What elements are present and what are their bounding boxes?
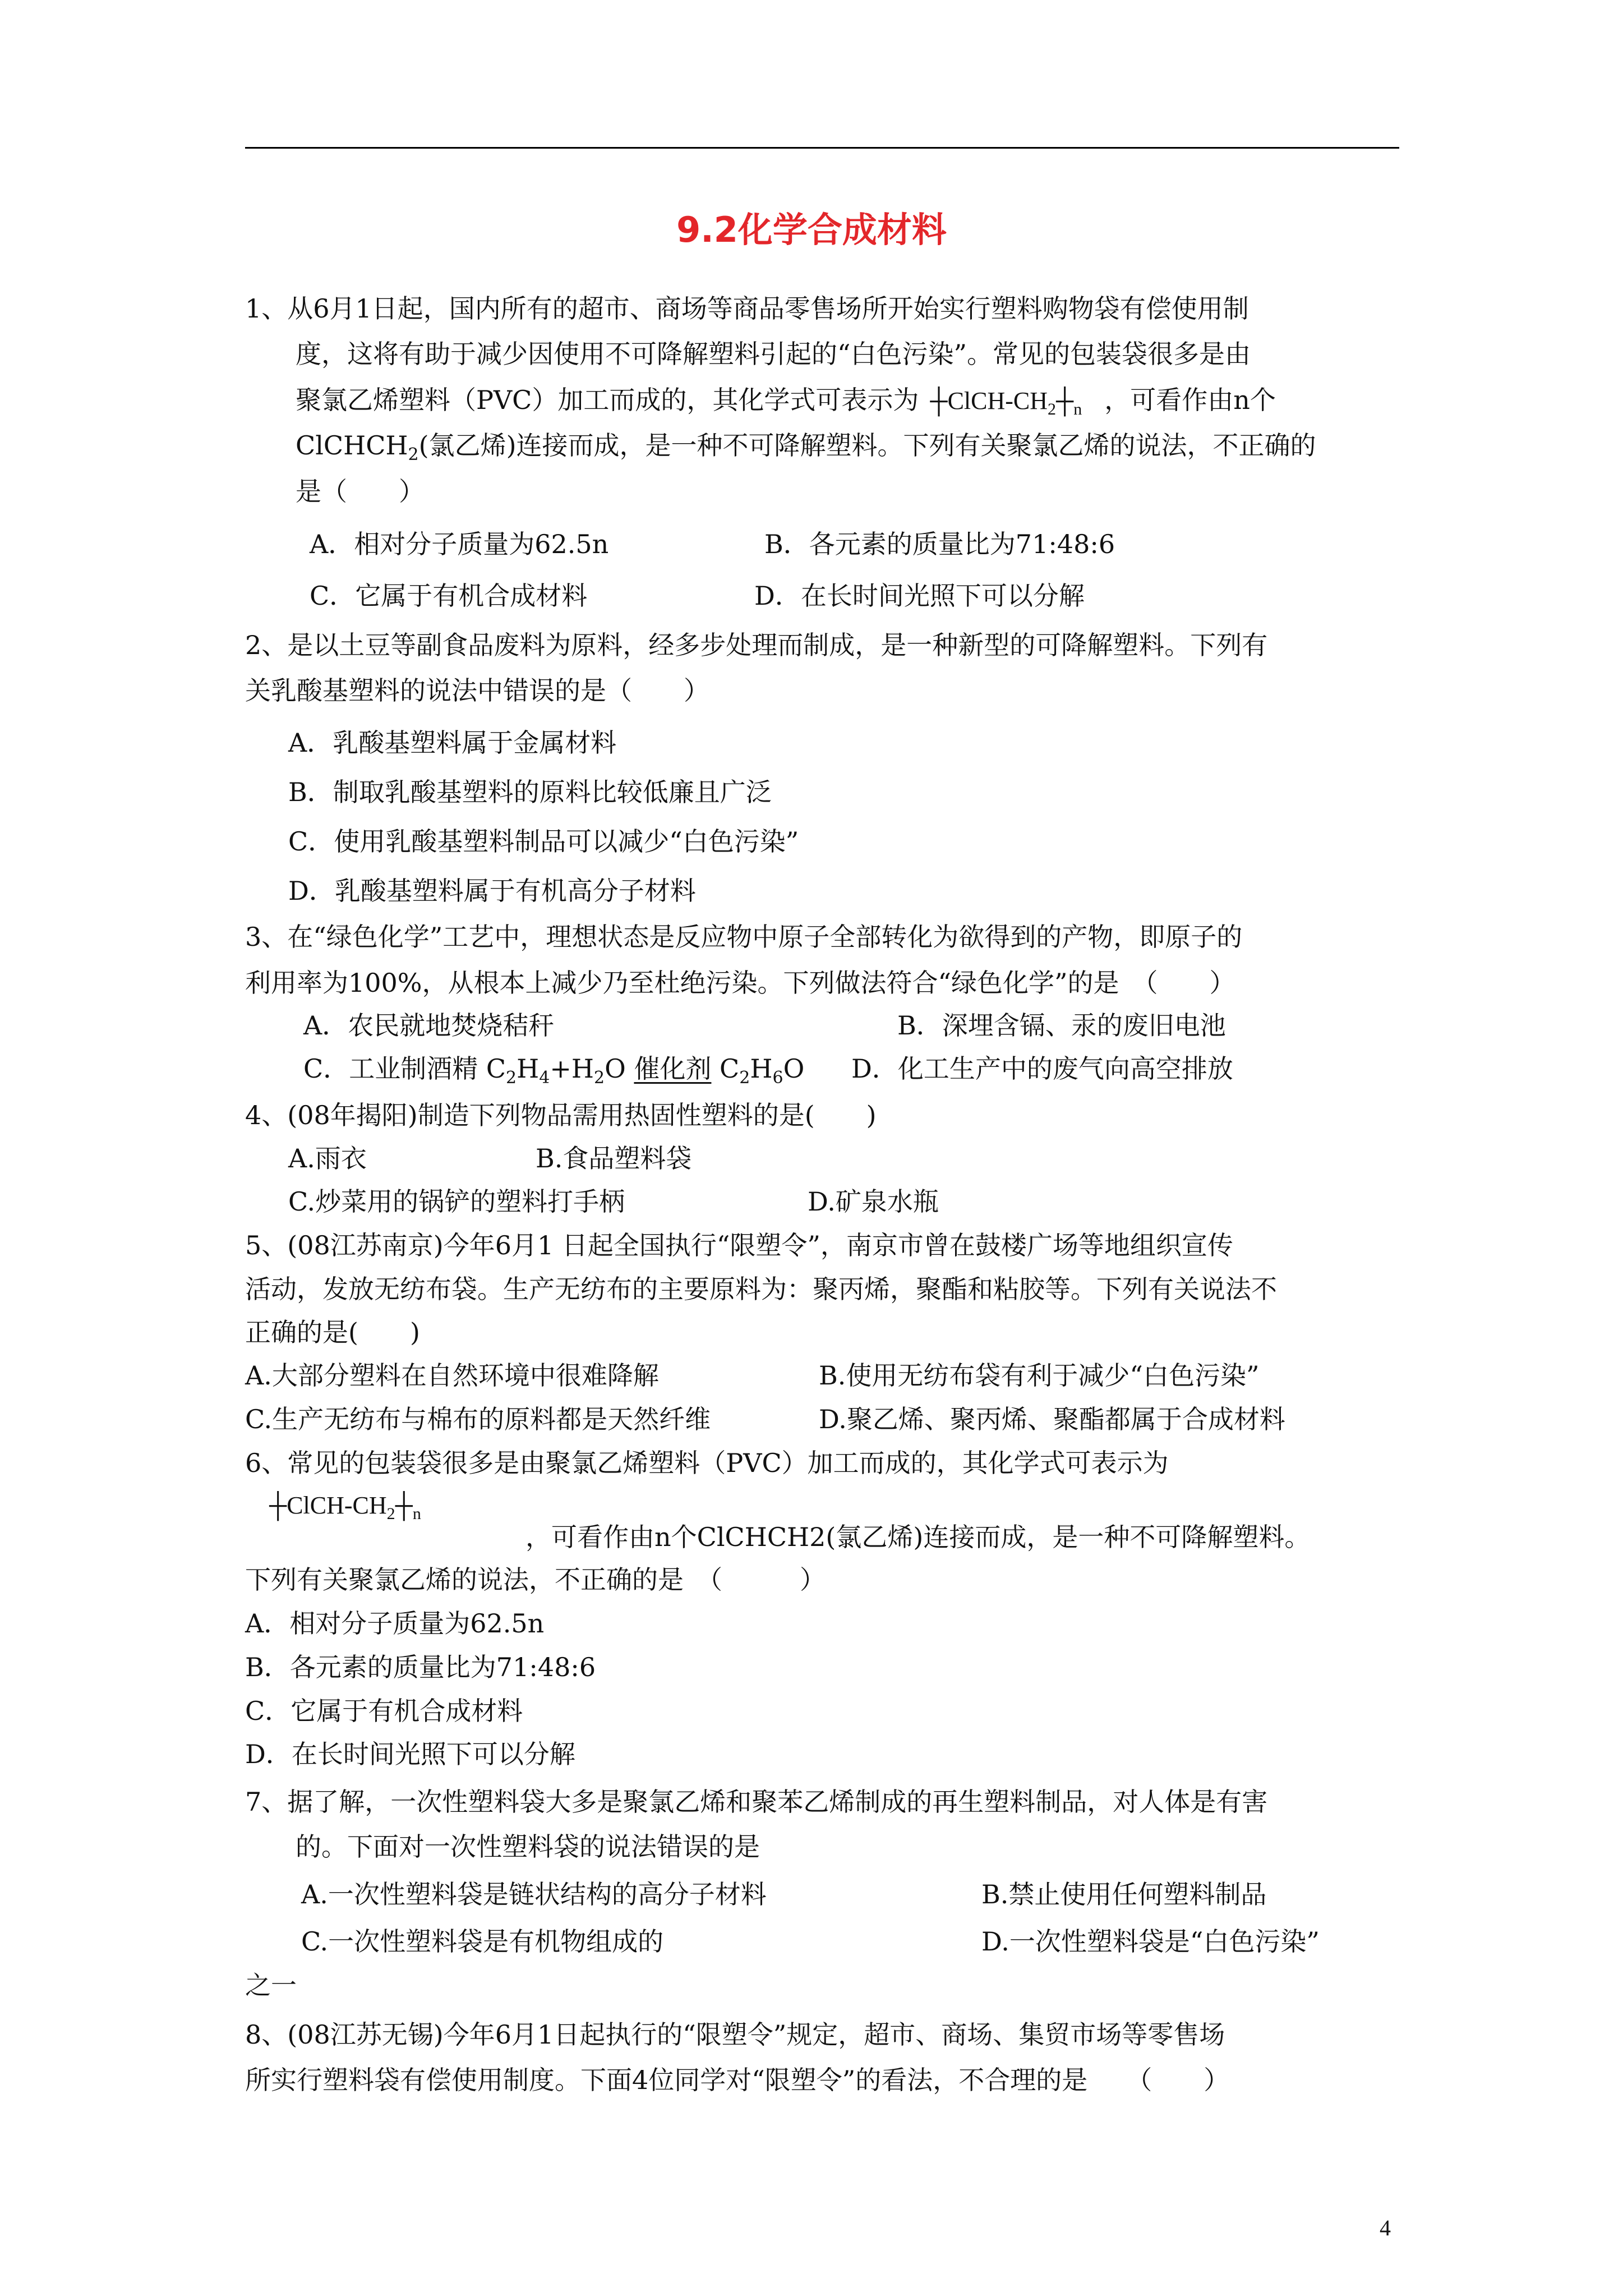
q1-option-c: C．它属于有机合成材料 — [310, 581, 588, 611]
q6-option-b: B．各元素的质量比为71:48:6 — [245, 1652, 596, 1682]
q7-option-b: B.禁止使用任何塑料制品 — [981, 1879, 1267, 1910]
q8-line-2: 所实行塑料袋有偿使用制度。下面4位同学对“限塑令”的看法，不合理的是 （ ） — [245, 2065, 1230, 2095]
q5-option-d: D.聚乙烯、聚丙烯、聚酯都属于合成材料 — [819, 1404, 1285, 1434]
q2-line-1: 2、是以土豆等副食品废料为原料，经多步处理而制成，是一种新型的可降解塑料。下列有 — [245, 630, 1268, 660]
q1-option-d: D．在长时间光照下可以分解 — [754, 581, 1085, 611]
q4-line-1: 4、(08年揭阳)制造下列物品需用热固性塑料的是( ) — [245, 1100, 877, 1130]
q5-line-2: 活动，发放无纺布袋。生产无纺布的主要原料为：聚丙烯，聚酯和粘胶等。下列有关说法不 — [245, 1274, 1277, 1304]
q7-option-d: D.一次性塑料袋是“白色污染” — [981, 1926, 1320, 1957]
q6-line-3: 下列有关聚氯乙烯的说法，不正确的是 （ ） — [245, 1565, 826, 1595]
q4-option-a: A.雨衣 — [288, 1143, 367, 1174]
q7-option-a: A.一次性塑料袋是链状结构的高分子材料 — [301, 1879, 767, 1910]
q5-line-1: 5、(08江苏南京)今年6月1 日起全国执行“限塑令”，南京市曾在鼓楼广场等地组织宣传 — [245, 1230, 1233, 1260]
q5-option-a: A.大部分塑料在自然环境中很难降解 — [245, 1360, 659, 1391]
q7-line-2: 的。下面对一次性塑料袋的说法错误的是 — [296, 1832, 760, 1862]
q6-line-1: 6、常见的包装袋很多是由聚氯乙烯塑料（PVC）加工而成的，其化学式可表示为 — [245, 1448, 1169, 1478]
q7-option-d-tail: 之一 — [245, 1970, 297, 2000]
q4-option-d: D.矿泉水瓶 — [808, 1186, 939, 1217]
q1-line-4: ClCHCH$_2$(氯乙烯)连接而成，是一种不可降解塑料。下列有关聚氯乙烯的说法，不正确的 — [296, 430, 1316, 464]
q2-option-d: D．乳酸基塑料属于有机高分子材料 — [288, 876, 696, 906]
q7-line-1: 7、据了解，一次性塑料袋大多是聚氯乙烯和聚苯乙烯制成的再生塑料制品，对人体是有害 — [245, 1787, 1268, 1817]
catalyst-label: 催化剂 — [634, 1053, 712, 1084]
header-rule — [245, 147, 1399, 149]
q3-option-a: A．农民就地焚烧秸秆 — [303, 1010, 555, 1041]
q6-option-c: C．它属于有机合成材料 — [245, 1696, 523, 1726]
q2-option-c: C．使用乳酸基塑料制品可以减少“白色污染” — [288, 826, 799, 857]
q3-option-c: C．工业制酒精 $C_2H_4+H_2O$ 催化剂 $C_2H_6O$ — [303, 1053, 805, 1088]
q7-option-c: C.一次性塑料袋是有机物组成的 — [301, 1926, 664, 1957]
q3-line-2: 利用率为100%，从根本上减少乃至杜绝污染。下列做法符合“绿色化学”的是 （ ） — [245, 968, 1235, 998]
q5-option-b: B.使用无纺布袋有利于减少“白色污染” — [819, 1360, 1260, 1391]
q1-line-2: 度，这将有助于减少因使用不可降解塑料引起的“白色污染”。常见的包装袋很多是由 — [296, 339, 1251, 369]
q1-line-5: 是（ ） — [296, 476, 425, 507]
q3-line-1: 3、在“绿色化学”工艺中，理想状态是反应物中原子全部转化为欲得到的产物，即原子的 — [245, 922, 1243, 952]
q2-option-a: A．乳酸基塑料属于金属材料 — [288, 728, 617, 758]
q4-option-c: C.炒菜用的锅铲的塑料打手柄 — [288, 1186, 625, 1217]
q1-line-3: 聚氯乙烯塑料（PVC）加工而成的，其化学式可表示为 $┼ClCH-CH_2┼_n$ ，可看作由n个 — [296, 385, 1276, 418]
q1-option-b: B．各元素的质量比为71:48:6 — [764, 529, 1115, 559]
q8-line-1: 8、(08江苏无锡)今年6月1日起执行的“限塑令”规定，超市、商场、集贸市场等零售场 — [245, 2019, 1225, 2050]
q2-option-b: B．制取乳酸基塑料的原料比较低廉且广泛 — [288, 777, 772, 807]
page-number: 4 — [1380, 2215, 1391, 2240]
q5-line-3: 正确的是( ) — [245, 1317, 420, 1347]
q1-line-1: 1、从6月1日起，国内所有的超市、商场等商品零售场所开始实行塑料购物袋有偿使用制 — [245, 293, 1249, 324]
q3-option-d: D．化工生产中的废气向高空排放 — [851, 1053, 1233, 1084]
page-title: 9.2化学合成材料 — [676, 209, 947, 250]
q4-option-b: B.食品塑料袋 — [536, 1143, 692, 1174]
q2-line-2: 关乳酸基塑料的说法中错误的是（ ） — [245, 675, 709, 706]
pvc-formula-image: $┼ClCH-CH_2┼_n$ — [930, 387, 1082, 418]
q3-option-b: B．深埋含镉、汞的废旧电池 — [897, 1010, 1226, 1041]
q6-option-a: A．相对分子质量为62.5n — [245, 1608, 545, 1639]
q6-option-d: D．在长时间光照下可以分解 — [245, 1739, 575, 1769]
pvc-formula-image: $┼ClCH-CH_2┼_n$ — [269, 1492, 421, 1523]
q1-option-a: A．相对分子质量为62.5n — [310, 529, 609, 559]
q6-line-2: ，可看作由n个ClCHCH2(氯乙烯)连接而成，是一种不可降解塑料。 — [525, 1522, 1311, 1552]
q5-option-c: C.生产无纺布与棉布的原料都是天然纤维 — [245, 1404, 711, 1434]
